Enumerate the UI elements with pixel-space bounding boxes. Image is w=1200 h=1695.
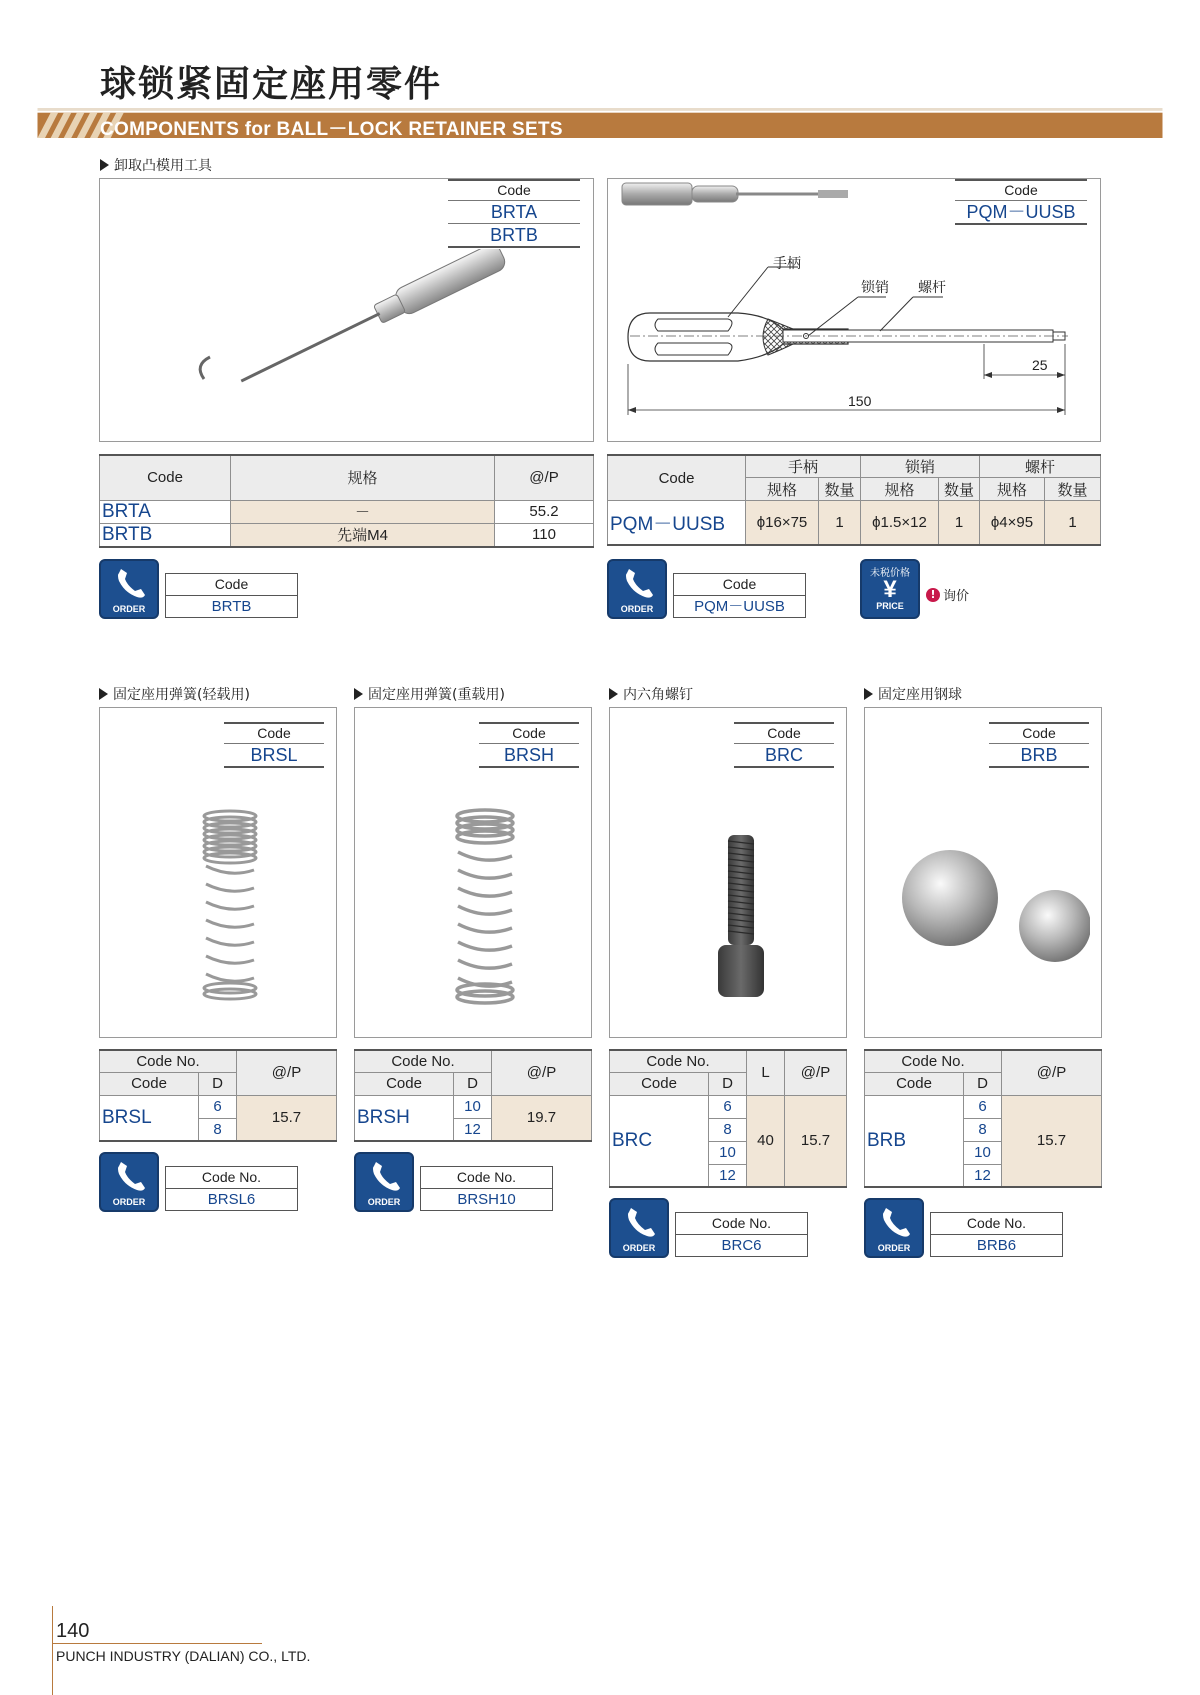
dim-25: 25 [1032, 357, 1048, 373]
section-title-brb: 固定座用钢球 [864, 684, 962, 704]
spring-light-picture [190, 808, 270, 1008]
brc-image-box [609, 707, 847, 1038]
brsl-spec-table: Code No. @/P Code D BRSL 6 15.7 8 [99, 1049, 337, 1142]
table-row: 8 [100, 1118, 337, 1141]
section-title-brsl: 固定座用弹簧(轻载用) [99, 684, 250, 704]
tool-spec-table: Code 规格 @/P BRTA － 55.2 BRTB 先端M4 110 [99, 454, 594, 548]
order-code-tool: Code BRTB [165, 573, 298, 618]
brsl-code-label: Code BRSL [224, 722, 324, 768]
tool-code-label: Code BRTA BRTB [448, 179, 580, 248]
table-row: 12 [355, 1118, 592, 1141]
yen-icon: ¥ [883, 576, 897, 603]
phone-icon [625, 1208, 657, 1238]
order-button-tool[interactable]: ORDER [99, 559, 159, 619]
label-rod: 螺杆 [918, 280, 946, 296]
table-row: BRTB 先端M4 110 [100, 523, 594, 547]
order-button-brsl[interactable]: ORDER [99, 1152, 159, 1212]
table-row: BRTA － 55.2 [100, 500, 594, 523]
brb-spec-table: Code No. @/P Code D BRB 6 15.7 8 10 12 [864, 1049, 1102, 1188]
table-row: BRB 6 15.7 [865, 1095, 1102, 1118]
section-title-brc: 内六角螺钉 [609, 684, 693, 704]
steel-balls-picture [890, 848, 1090, 968]
order-button-brc[interactable]: ORDER [609, 1198, 669, 1258]
phone-icon [115, 569, 147, 599]
table-row: 8 [865, 1118, 1102, 1141]
section-title-brsh: 固定座用弹簧(重载用) [354, 684, 505, 704]
phone-icon [115, 1162, 147, 1192]
order-code-brsl: Code No. BRSL6 [165, 1166, 298, 1211]
label-handle: 手柄 [773, 256, 801, 272]
page-number: 140 [56, 1620, 90, 1642]
table-row: 12 [610, 1164, 847, 1187]
order-button-brsh[interactable]: ORDER [354, 1152, 414, 1212]
brb-image-box [864, 707, 1102, 1038]
table-row: BRSH 10 19.7 [355, 1095, 592, 1118]
table-row: 10 [610, 1141, 847, 1164]
triangle-bullet-icon [354, 688, 363, 700]
phone-icon [370, 1162, 402, 1192]
order-button-brb[interactable]: ORDER [864, 1198, 924, 1258]
brsh-image-box [354, 707, 592, 1038]
screwdriver-image-box [607, 178, 1101, 442]
brb-code-label: Code BRB [989, 722, 1089, 768]
company-name: PUNCH INDUSTRY (DALIAN) CO., LTD. [56, 1648, 311, 1664]
phone-icon [623, 569, 655, 599]
triangle-bullet-icon [609, 688, 618, 700]
brsl-image-box [99, 707, 337, 1038]
order-code-brc: Code No. BRC6 [675, 1212, 808, 1257]
table-row: BRC 6 40 15.7 [610, 1095, 847, 1118]
order-button-screwdriver[interactable]: ORDER [607, 559, 667, 619]
dim-150: 150 [848, 393, 872, 409]
table-row: BRSL 6 15.7 [100, 1095, 337, 1118]
brsh-spec-table: Code No. @/P Code D BRSH 10 19.7 12 [354, 1049, 592, 1142]
phone-icon [880, 1208, 912, 1238]
tool-image-box [99, 178, 594, 442]
footer-divider [52, 1643, 262, 1644]
triangle-bullet-icon [99, 688, 108, 700]
table-row: 8 [610, 1118, 847, 1141]
table-row: 10 [865, 1141, 1102, 1164]
page-subtitle: COMPONENTS for BALL－LOCK RETAINER SETS [100, 119, 563, 140]
price-inquiry: ! 询价 [926, 585, 969, 604]
screwdriver-spec-table: Code 手柄 锁销 螺杆 规格 数量 规格 数量 规格 数量 PQM－UUSB ϕ16×75 1 ϕ1.5×12 1 ϕ4×95 1 [607, 454, 1101, 546]
brsh-code-label: Code BRSH [479, 722, 579, 768]
ejector-tool-picture [180, 249, 540, 399]
brc-spec-table: Code No. L @/P Code D BRC 6 40 15.7 8 10 12 [609, 1049, 847, 1188]
spring-heavy-picture [445, 808, 525, 1008]
order-code-screwdriver: Code PQM－UUSB [673, 573, 806, 618]
section-title-tool: 卸取凸模用工具 [100, 155, 212, 175]
brc-code-label: Code BRC [734, 722, 834, 768]
triangle-bullet-icon [864, 688, 873, 700]
price-badge: 未税价格 ¥ PRICE [860, 559, 920, 619]
page-title: 球锁紧固定座用零件 [100, 64, 443, 105]
alert-icon: ! [926, 588, 940, 602]
label-pin: 锁销 [861, 280, 889, 296]
triangle-bullet-icon [100, 159, 109, 171]
order-code-brsh: Code No. BRSH10 [420, 1166, 553, 1211]
socket-screw-picture [700, 833, 780, 1003]
table-row: 12 [865, 1164, 1102, 1187]
table-row: PQM－UUSB ϕ16×75 1 ϕ1.5×12 1 ϕ4×95 1 [608, 501, 1101, 545]
footer-line [52, 1606, 53, 1695]
order-code-brb: Code No. BRB6 [930, 1212, 1063, 1257]
screwdriver-code-label: Code PQM－UUSB [955, 179, 1087, 225]
